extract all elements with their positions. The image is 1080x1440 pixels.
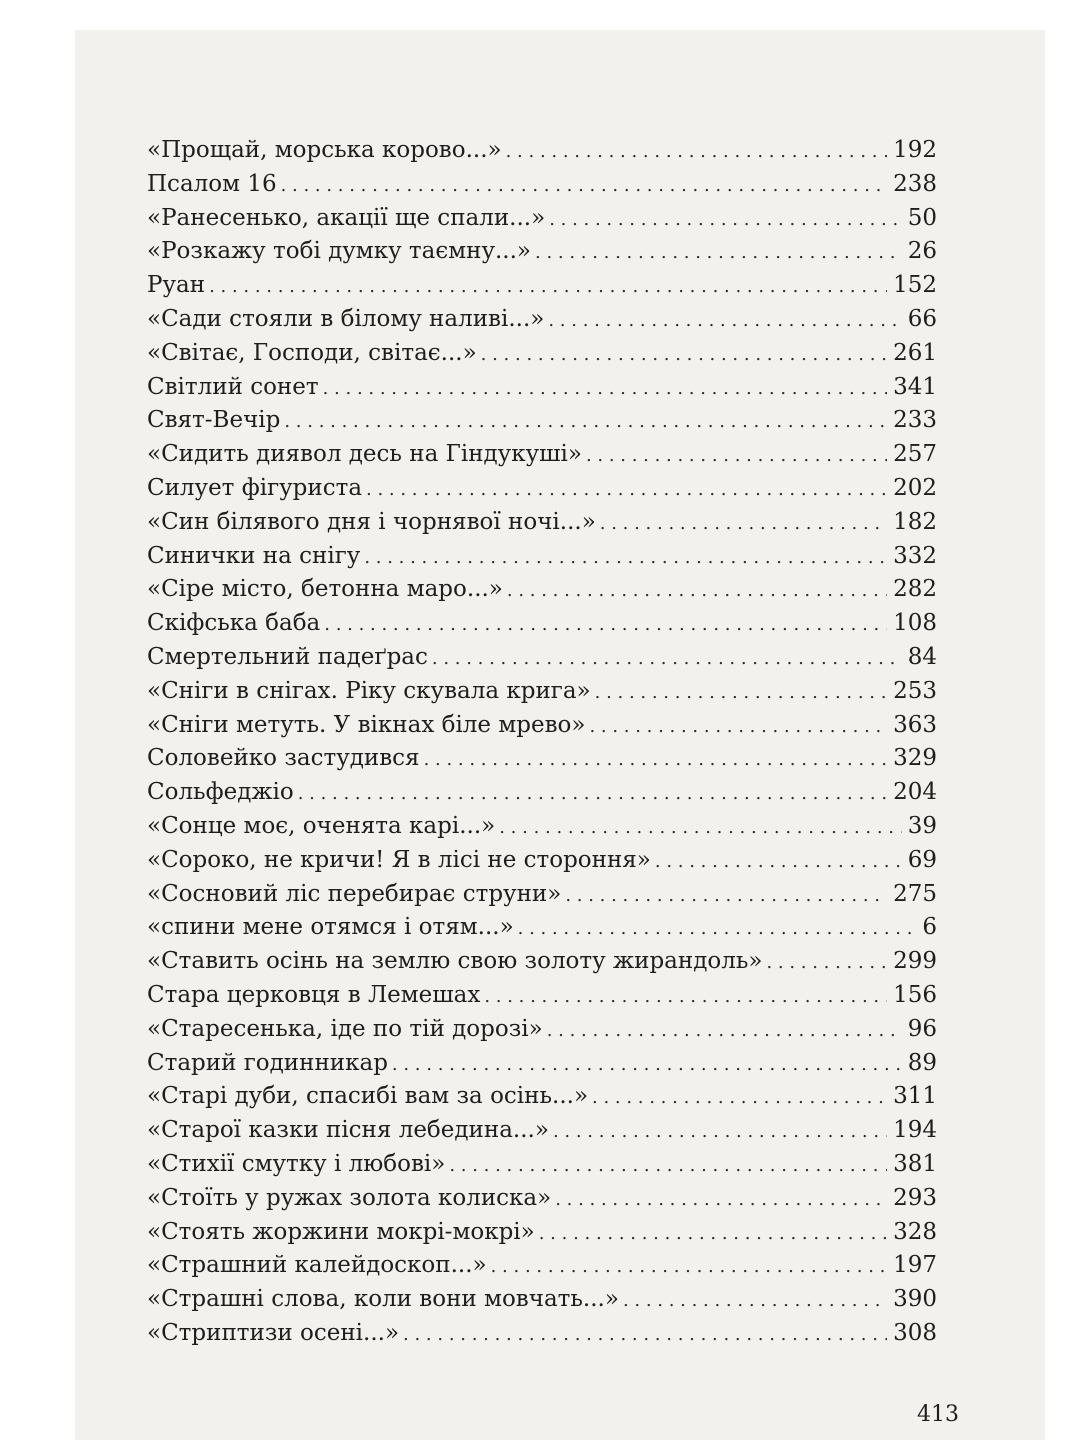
toc-entry-title: «Сади стояли в білому наливі...» — [147, 305, 545, 332]
toc-entry — [147, 134, 937, 168]
toc-entry-page: 275 — [893, 880, 937, 907]
toc-entry — [147, 303, 937, 337]
toc-entry — [147, 1317, 937, 1351]
toc-entry-title: Стара церковця в Лемешах — [147, 981, 481, 1008]
toc-entry — [147, 810, 937, 844]
toc-entry-title: «Світає, Господи, світає...» — [147, 339, 477, 366]
dot-leader — [424, 742, 888, 777]
dot-leader — [323, 371, 887, 406]
toc-entry-page: 152 — [893, 272, 937, 299]
toc-entry-title: Соловейко застудився — [147, 745, 420, 772]
toc-entry-title: «Сніги в снігах. Ріку скувала крига» — [147, 677, 591, 704]
toc-entry-page: 50 — [907, 204, 937, 231]
toc-entry — [147, 404, 937, 438]
toc-entry-page: 96 — [907, 1015, 937, 1042]
toc-entry — [147, 506, 937, 540]
table-of-contents — [147, 134, 937, 1351]
toc-entry — [147, 540, 937, 574]
toc-entry-title: Синички на снігу — [147, 542, 361, 569]
toc-entry-page: 332 — [893, 542, 937, 569]
toc-entry — [147, 607, 937, 641]
toc-entry-title: «Страшні слова, коли вони мовчать...» — [147, 1286, 619, 1313]
toc-entry-title: «Сонце моє, оченята карі...» — [147, 812, 496, 839]
toc-entry-title: «Стихії смутку і любові» — [147, 1150, 446, 1177]
toc-entry-page: 341 — [893, 373, 937, 400]
toc-entry — [147, 472, 937, 506]
toc-entry — [147, 945, 937, 979]
toc-entry — [147, 776, 937, 810]
dot-leader — [548, 303, 901, 338]
toc-entry-title: «Сіре місто, бетонна маро...» — [147, 576, 503, 603]
toc-entry — [147, 844, 937, 878]
toc-entry-page: 233 — [893, 407, 937, 434]
toc-entry-page: 282 — [893, 576, 937, 603]
toc-entry — [147, 1013, 937, 1047]
toc-entry-page: 6 — [922, 914, 937, 941]
dot-leader — [281, 168, 888, 203]
toc-entry-title: «Старесенька, іде по тій дорозі» — [147, 1015, 543, 1042]
toc-entry-title: «Страшний калейдоскоп...» — [147, 1252, 487, 1279]
toc-entry-page: 39 — [907, 812, 937, 839]
dot-leader — [539, 1216, 887, 1251]
toc-entry-page: 253 — [893, 677, 937, 704]
toc-entry-page: 328 — [893, 1218, 937, 1245]
toc-entry-title: Силует фігуриста — [147, 474, 363, 501]
dot-leader — [600, 506, 887, 541]
dot-leader — [589, 709, 887, 744]
dot-leader — [209, 269, 887, 304]
dot-leader — [592, 1080, 887, 1115]
toc-entry — [147, 742, 937, 776]
toc-entry-title: Руан — [147, 272, 206, 299]
toc-entry-title: «Сосновий ліс перебирає струни» — [147, 880, 562, 907]
toc-entry — [147, 235, 937, 269]
dot-leader — [535, 235, 902, 270]
dot-leader — [392, 1047, 902, 1082]
dot-leader — [553, 1114, 887, 1149]
dot-leader — [481, 337, 887, 372]
toc-entry-title: «Сніги метуть. У вікнах біле мрево» — [147, 711, 586, 738]
toc-entry-page: 381 — [893, 1150, 937, 1177]
toc-entry-page: 194 — [893, 1117, 937, 1144]
dot-leader — [364, 540, 887, 575]
book-page — [75, 30, 1045, 1440]
toc-entry-page: 192 — [893, 137, 937, 163]
toc-entry — [147, 878, 937, 912]
toc-entry-title: Свят-Вечір — [147, 407, 281, 434]
dot-leader — [298, 776, 887, 811]
toc-entry — [147, 202, 937, 236]
toc-entry-page: 299 — [893, 948, 937, 975]
toc-entry — [147, 1182, 937, 1216]
toc-entry-title: «спини мене отямся і отям...» — [147, 914, 514, 941]
toc-entry-page: 108 — [893, 610, 937, 637]
dot-leader — [623, 1283, 887, 1318]
toc-entry-page: 390 — [893, 1286, 937, 1313]
toc-entry — [147, 1148, 937, 1182]
dot-leader — [518, 911, 917, 946]
toc-entry-page: 204 — [893, 779, 937, 806]
toc-entry-title: Старий годинникар — [147, 1049, 388, 1076]
toc-entry-title: «Ставить осінь на землю свою золоту жирандоль» — [147, 948, 763, 975]
dot-leader — [449, 1148, 887, 1183]
dot-leader — [507, 573, 887, 608]
toc-entry-title: «Старої казки пісня лебедина...» — [147, 1117, 549, 1144]
toc-entry — [147, 573, 937, 607]
toc-entry — [147, 911, 937, 945]
toc-entry-page: 311 — [893, 1083, 937, 1110]
dot-leader — [491, 1249, 887, 1284]
page-number: 413 — [917, 1402, 959, 1427]
toc-entry — [147, 1283, 937, 1317]
toc-entry-page: 257 — [893, 441, 937, 468]
toc-entry-title: «Стоять жоржини мокрі-мокрі» — [147, 1218, 535, 1245]
dot-leader — [586, 438, 887, 473]
toc-entry-title: «Сидить диявол десь на Гіндукуші» — [147, 441, 582, 468]
toc-entry — [147, 168, 937, 202]
dot-leader — [284, 404, 887, 439]
dot-leader — [549, 202, 902, 237]
dot-leader — [547, 1013, 902, 1048]
toc-entry — [147, 371, 937, 405]
dot-leader — [499, 810, 901, 845]
toc-entry-page: 363 — [893, 711, 937, 738]
toc-entry — [147, 709, 937, 743]
toc-entry — [147, 675, 937, 709]
toc-entry — [147, 1047, 937, 1081]
toc-entry-page: 26 — [907, 238, 937, 265]
toc-entry-title: «Ранесенько, акації ще спали...» — [147, 204, 546, 231]
dot-leader — [366, 472, 887, 507]
dot-leader — [403, 1317, 887, 1352]
toc-entry-title: Світлий сонет — [147, 373, 319, 400]
toc-entry-page: 202 — [893, 474, 937, 501]
toc-entry-title: «Прощай, морська корово...» — [147, 137, 502, 163]
toc-entry-page: 182 — [893, 508, 937, 535]
dot-leader — [324, 607, 887, 642]
toc-entry — [147, 1216, 937, 1250]
toc-entry-title: Скіфська баба — [147, 610, 321, 637]
dot-leader — [484, 979, 887, 1014]
toc-entry — [147, 337, 937, 371]
toc-entry-page: 66 — [907, 305, 937, 332]
toc-entry — [147, 269, 937, 303]
toc-entry-title: «Стриптизи осені...» — [147, 1319, 400, 1346]
toc-entry-title: Псалом 16 — [147, 170, 277, 197]
toc-entry-page: 156 — [893, 981, 937, 1008]
toc-entry — [147, 979, 937, 1013]
toc-entry — [147, 1080, 937, 1114]
dot-leader — [595, 675, 887, 710]
toc-entry-title: «Стоїть у ружах золота колиска» — [147, 1184, 552, 1211]
dot-leader — [432, 641, 902, 676]
toc-entry-title: Сольфеджіо — [147, 779, 294, 806]
toc-entry — [147, 1249, 937, 1283]
toc-entry-title: «Син білявого дня і чорнявої ночі...» — [147, 508, 596, 535]
toc-entry — [147, 641, 937, 675]
toc-entry-title: «Сороко, не кричи! Я в лісі не стороння» — [147, 846, 651, 873]
toc-entry-page: 261 — [893, 339, 937, 366]
toc-entry-page: 329 — [893, 745, 937, 772]
toc-entry — [147, 1114, 937, 1148]
dot-leader — [555, 1182, 887, 1217]
toc-entry-page: 308 — [893, 1319, 937, 1346]
toc-entry-title: «Старі дуби, спасибі вам за осінь...» — [147, 1083, 589, 1110]
dot-leader — [506, 134, 887, 169]
dot-leader — [655, 844, 902, 879]
toc-entry-page: 89 — [907, 1049, 937, 1076]
toc-entry-page: 197 — [893, 1252, 937, 1279]
toc-entry — [147, 438, 937, 472]
dot-leader — [766, 945, 887, 980]
toc-entry-page: 69 — [907, 846, 937, 873]
toc-entry-page: 84 — [907, 643, 937, 670]
toc-entry-title: Смертельний падеґрас — [147, 643, 428, 670]
toc-entry-title: «Розкажу тобі думку таємну...» — [147, 238, 531, 265]
toc-entry-page: 293 — [893, 1184, 937, 1211]
toc-entry-page: 238 — [893, 170, 937, 197]
dot-leader — [565, 878, 887, 913]
